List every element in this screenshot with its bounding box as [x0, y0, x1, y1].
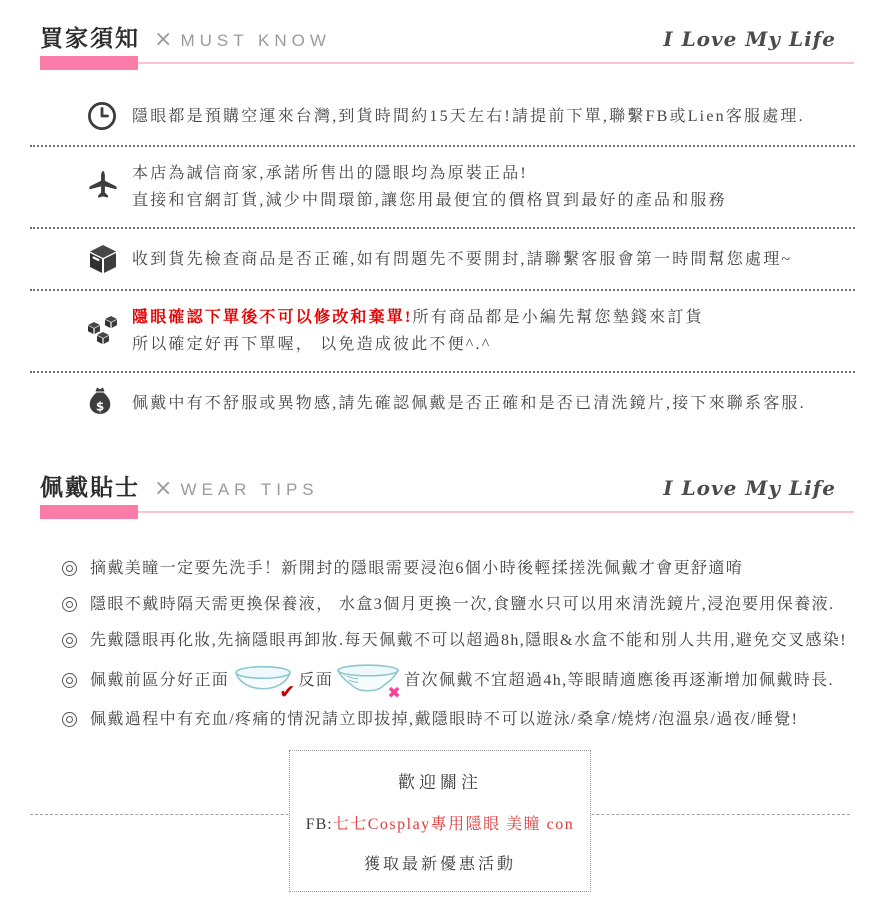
notice-line: 隱眼確認下單後不可以修改和棄單!所有商品都是小編先幫您墊錢來訂貨 — [132, 309, 704, 326]
must-know-underline — [40, 56, 836, 71]
x-divider-icon: × — [154, 27, 173, 52]
cubes-icon — [86, 315, 132, 347]
wear-tips-title-zh: 佩戴貼士 — [40, 474, 140, 500]
pink-accent-bar — [40, 56, 138, 70]
tip-text: 隱眼不戴時隔天需更換保養液， 水盒3個月更換一次,食鹽水只可以用來清洗鏡片,浸泡要用保養液. — [90, 596, 835, 613]
bullseye-icon — [62, 561, 77, 576]
must-know-title-zh: 買家須知 — [40, 25, 140, 51]
check-mark-icon: ✔ — [279, 681, 297, 703]
cross-mark-icon: ✖ — [387, 683, 403, 702]
bullseye-icon — [62, 712, 77, 727]
tip-row-solution — [62, 592, 864, 617]
wear-tips-header — [0, 433, 880, 520]
tip-text-mid: 反面 — [298, 671, 334, 689]
clock-icon — [86, 100, 132, 132]
notice-row-inspect — [0, 229, 880, 289]
wear-tips-underline — [40, 505, 836, 520]
notice-line: 佩戴中有不舒服或異物感,請先確認佩戴是否正確和是否已清洗鏡片,接下來聯系客服. — [132, 394, 806, 412]
tip-text: 佩戴過程中有充血/疼痛的情況請立即拔掉,戴隱眼時不可以遊泳/桑拿/燒烤/泡溫泉/過夜/睡覺! — [90, 711, 799, 728]
follow-box — [289, 750, 591, 892]
pink-accent-line — [138, 62, 854, 64]
pink-accent-bar — [40, 505, 138, 519]
follow-section — [0, 750, 880, 920]
notice-row-shipping — [0, 87, 880, 145]
notice-row-authentic — [0, 147, 880, 227]
notice-line: 隱眼都是預購空運來台灣,到貨時間約15天左右!請提前下單,聯繫FB或Lien客服處理. — [132, 107, 805, 125]
wear-tips-title-en: WEAR TIPS — [180, 480, 319, 499]
must-know-title-en: MUST KNOW — [180, 31, 331, 50]
notice-line: 收到貨先檢查商品是否正確,如有問題先不要開封,請聯繫客服會第一時間幫您處理~ — [132, 250, 793, 268]
tip-text-post: 首次佩戴不宜超過4h,等眼睛適應後再逐漸增加佩戴時長. — [404, 671, 834, 689]
lens-reversed-illustration — [335, 664, 403, 702]
airplane-icon — [86, 169, 132, 205]
parcel-box-icon — [86, 242, 132, 276]
notice-line: 直接和官網訂貨,減少中間環節,讓您用最便宜的價格買到最好的產品和服務 — [132, 192, 727, 209]
notice-row-discomfort — [0, 373, 880, 433]
tip-text: 先戴隱眼再化妝,先摘隱眼再卸妝.每天佩戴不可以超過8h,隱眼&水盒不能和別人共用,避免交叉感染! — [90, 632, 847, 649]
brand-script: I Love My Life — [663, 27, 836, 51]
x-divider-icon: × — [154, 476, 173, 501]
bullseye-icon — [62, 597, 77, 612]
fb-account-name: 七七Cosplay專用隱眼 美瞳 con — [332, 815, 575, 833]
bullseye-icon — [62, 673, 77, 688]
tip-row-orientation — [62, 664, 864, 703]
money-bag-icon — [86, 386, 132, 420]
tip-row-remove — [62, 707, 864, 732]
notice-row-no-cancel — [0, 291, 880, 371]
tip-text: 摘戴美瞳一定要先洗手！新開封的隱眼需要浸泡6個小時後輕揉搓洗佩戴才會更舒適唷 — [90, 560, 744, 577]
svg-text:$: $ — [95, 399, 105, 414]
no-cancel-warning: 隱眼確認下單後不可以修改和棄單! — [132, 309, 413, 326]
tip-text-pre: 佩戴前區分好正面 — [90, 671, 230, 689]
follow-title: 歡迎關注 — [398, 773, 482, 793]
bullseye-icon — [62, 633, 77, 648]
lens-correct-illustration — [231, 664, 297, 703]
fb-account-line — [306, 811, 575, 834]
brand-script: I Love My Life — [663, 476, 836, 500]
tip-row-makeup — [62, 628, 864, 653]
tip-row-wash-hands — [62, 556, 864, 581]
must-know-header — [0, 0, 880, 71]
notice-line: 本店為誠信商家,承諾所售出的隱眼均為原裝正品! — [132, 165, 528, 182]
notice-line: 所以確定好再下單喔， 以免造成彼此不便^.^ — [132, 336, 492, 353]
notice-list — [0, 87, 880, 433]
pink-accent-line — [138, 511, 854, 513]
fb-prefix: FB: — [305, 815, 333, 833]
follow-subtitle: 獲取最新優惠活動 — [363, 855, 516, 873]
tips-list — [0, 556, 880, 732]
